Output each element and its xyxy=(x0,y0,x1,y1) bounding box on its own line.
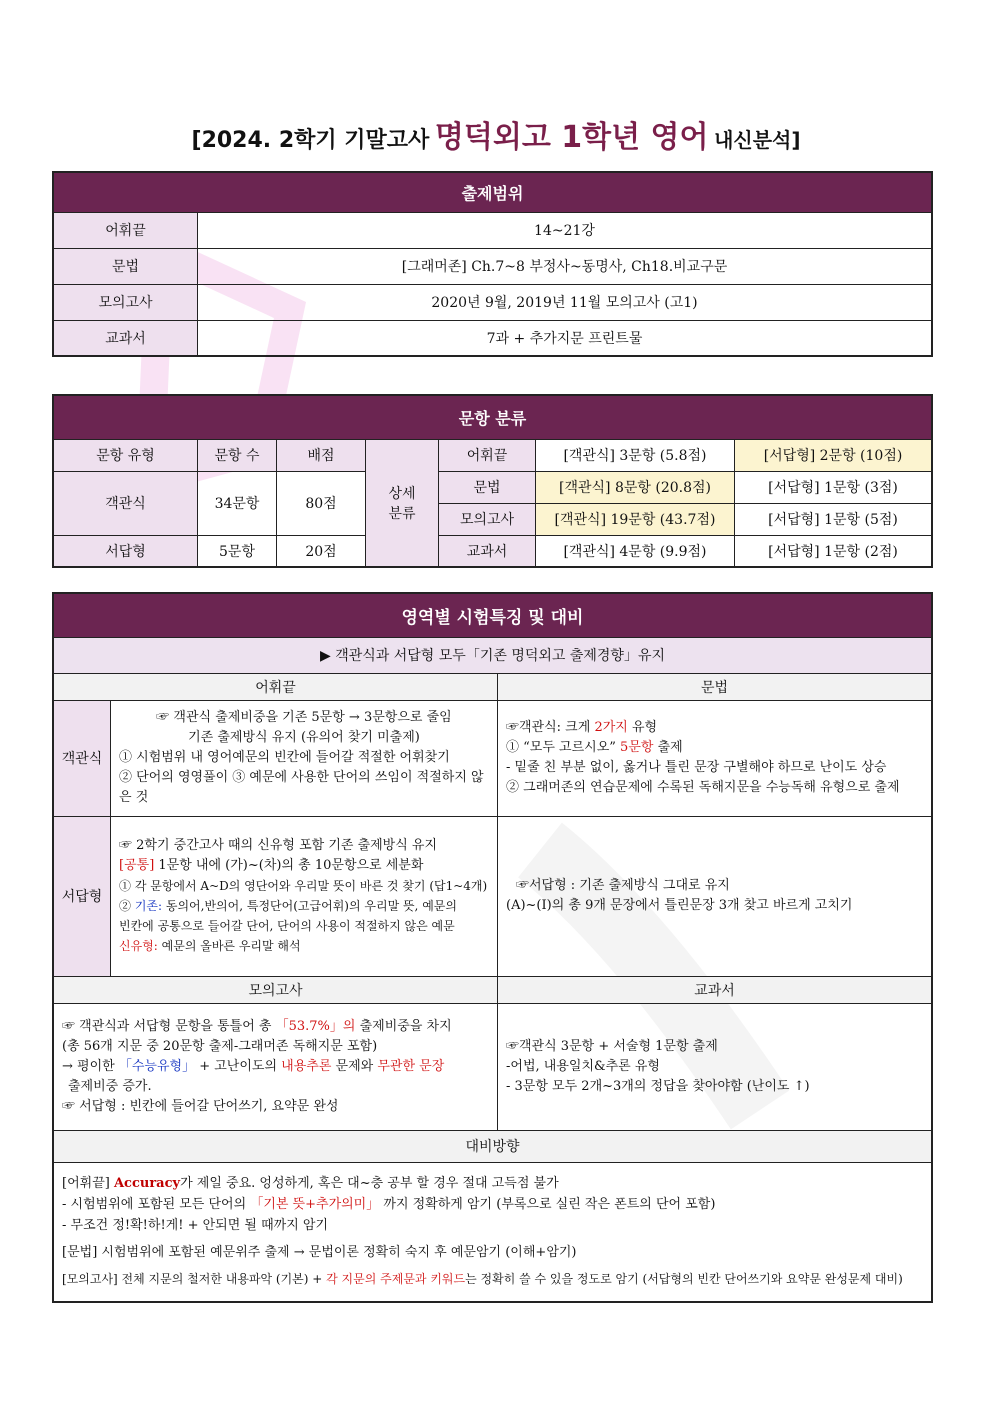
text-line: ☞서답형 : 기존 출제방식 그대로 유지 xyxy=(516,878,730,893)
vocab-header: 어휘끝 xyxy=(53,673,498,700)
type-score: 80점 xyxy=(277,471,366,535)
title-part-1: [2024. 2학기 기말고사 xyxy=(191,128,430,153)
text-line: ☞ 서답형 : 빈칸에 들어갈 단어쓰기, 요약문 완성 xyxy=(62,1098,339,1114)
type-score: 20점 xyxy=(277,535,366,567)
text-line: [문법] 시험범위에 포함된 예문위주 출제 → 문법이론 정확히 숙지 후 예문암기 (이해+암기) xyxy=(62,1245,577,1261)
text-span: 5문항 xyxy=(620,740,654,755)
text-line: ☞객관식 3문항 + 서술형 1문항 출제 xyxy=(506,1038,718,1054)
scope-label: 문법 xyxy=(53,248,198,284)
prep-header: 대비방향 xyxy=(53,1130,932,1162)
text-line: - 밑줄 친 부분 없이, 옳거나 틀린 문장 구별해야 하므로 난이도 상승 xyxy=(506,760,887,775)
text-span: ☞객관식: 크게 xyxy=(506,720,595,735)
text-line: - 무조건 정!확!하!게! + 안되면 될 때까지 암기 xyxy=(62,1218,329,1234)
text-span: 유형 xyxy=(627,720,658,735)
type-count: 5문항 xyxy=(198,535,277,567)
text-span: 출제 xyxy=(653,740,683,755)
scope-value: [그래머존] Ch.7~8 부정사~동명사, Ch18.비교구문 xyxy=(198,248,933,284)
text-line: (A)~(I)의 총 9개 문장에서 틀린문장 3개 찾고 바르게 고치기 xyxy=(506,898,853,913)
detail-area: 모의고사 xyxy=(439,503,536,535)
grammar-header: 문법 xyxy=(498,673,933,700)
text-span: - 시험범위에 포함된 모든 단어의 xyxy=(62,1197,251,1213)
grammar-sa-cell xyxy=(498,816,933,976)
text-line xyxy=(119,896,489,916)
detail-label xyxy=(366,439,439,567)
type-count: 34문항 xyxy=(198,471,277,535)
detail-label-1: 상세 xyxy=(388,485,416,502)
text-line: 빈칸에 공통으로 들어갈 단어, 단어의 사용이 적절하지 않은 예문 xyxy=(119,919,455,933)
text-line xyxy=(62,1269,923,1290)
text-span: 1문항 내에 (가)~(차)의 총 10문항으로 세분화 xyxy=(154,858,424,873)
detail-sa: [서답형] 2문항 (10점) xyxy=(735,439,933,471)
text-line: - 3문항 모두 2개~3개의 정답을 찾아야함 (난이도 ↑) xyxy=(506,1078,810,1094)
text-line: (총 56개 지문 중 20문항 출제-그래머존 독해지문 포함) xyxy=(62,1038,378,1054)
text-span: 는 정확히 쓸 수 있을 정도로 암기 (서답형의 빈칸 단어쓰기와 요약문 완성문제 대비) xyxy=(465,1272,903,1287)
col-count-header: 문항 수 xyxy=(198,439,277,471)
grammar-mc-cell xyxy=(498,700,933,816)
type-label: 객관식 xyxy=(53,471,198,535)
detail-mc: [객관식] 19문항 (43.7점) xyxy=(536,503,735,535)
detail-sa: [서답형] 1문항 (2점) xyxy=(735,535,933,567)
text-span: 가 제일 중요. 엉성하게, 혹은 대~충 공부 할 경우 절대 고득점 불가 xyxy=(180,1176,559,1192)
text-span: 동의어,반의어, 특정단어(고급어휘)의 우리말 뜻, 예문의 xyxy=(162,899,457,913)
prep-cell xyxy=(53,1162,932,1302)
text-span: 예문의 올바른 우리말 해석 xyxy=(157,939,301,953)
page-title xyxy=(0,112,992,156)
text-span: 까지 정확하게 암기 (부록으로 실린 작은 폰트의 단어 포함) xyxy=(379,1197,716,1213)
text-span: ① “모두 고르시오” xyxy=(506,740,621,755)
text-line: -어법, 내용일치&추론 유형 xyxy=(506,1058,660,1074)
scope-value: 7과 + 추가지문 프린트물 xyxy=(198,320,933,356)
col-type-header: 문항 유형 xyxy=(53,439,198,471)
col-score-header: 배점 xyxy=(277,439,366,471)
text-span: 「수능유형」 xyxy=(118,1058,196,1074)
scope-label: 모의고사 xyxy=(53,284,198,320)
detail-mc: [객관식] 8문항 (20.8점) xyxy=(536,471,735,503)
type-label: 서답형 xyxy=(53,535,198,567)
text-span: [공통] xyxy=(119,858,155,873)
text-line: ① 시험범위 내 영어예문의 빈칸에 들어갈 적절한 어휘찾기 xyxy=(119,750,450,765)
text-span: 출제비중을 차지 xyxy=(355,1018,452,1034)
text-line xyxy=(62,1057,489,1077)
text-span: 내용추론 xyxy=(281,1058,332,1074)
text-span: [어휘끝] xyxy=(62,1176,114,1192)
text-span: 신유형: xyxy=(119,939,158,953)
text-line: ② 단어의 영영풀이 ③ 예문에 사용한 단어의 쓰임이 적절하지 않은 것 xyxy=(119,770,484,805)
text-span: Accuracy xyxy=(113,1176,181,1192)
text-line: 출제비중 증가. xyxy=(68,1078,152,1094)
features-banner: ▶ 객관식과 서답형 모두「기존 명덕외고 출제경향」유지 xyxy=(53,637,932,673)
text-span: 기존: xyxy=(134,899,163,913)
detail-label-2: 분류 xyxy=(388,505,416,522)
text-span: ② xyxy=(119,899,135,913)
text-span: 무관한 문장 xyxy=(377,1058,445,1074)
scope-label: 교과서 xyxy=(53,320,198,356)
scope-label: 어휘끝 xyxy=(53,212,198,248)
text-span: → 평이한 xyxy=(62,1058,119,1074)
text-span: 문제와 xyxy=(331,1058,378,1074)
classification-table xyxy=(52,394,933,568)
vocab-mc-cell xyxy=(111,700,498,816)
mc-row-label: 객관식 xyxy=(53,700,111,816)
text-line xyxy=(62,1173,923,1194)
text-span: 「기본 뜻+추가의미」 xyxy=(250,1197,380,1213)
text-line: ☞ 2학기 중간고사 때의 신유형 포함 기존 출제방식 유지 xyxy=(119,838,438,853)
detail-area: 문법 xyxy=(439,471,536,503)
detail-mc: [객관식] 3문항 (5.8점) xyxy=(536,439,735,471)
features-table xyxy=(52,592,933,1303)
text-span: 각 지문의 주제문과 키워드 xyxy=(326,1272,466,1287)
text-line: ☞ 객관식 출제비중을 기존 5문항 → 3문항으로 줄임 xyxy=(156,710,452,725)
mock-header: 모의고사 xyxy=(53,976,498,1003)
text-line: ② 그래머존의 연습문제에 수록된 독해지문을 수능독해 유형으로 출제 xyxy=(506,780,900,795)
detail-mc: [객관식] 4문항 (9.9점) xyxy=(536,535,735,567)
mock-cell xyxy=(53,1003,498,1130)
scope-value: 2020년 9월, 2019년 11월 모의고사 (고1) xyxy=(198,284,933,320)
detail-area: 어휘끝 xyxy=(439,439,536,471)
text-line xyxy=(119,856,489,876)
textbook-cell xyxy=(498,1003,933,1130)
text-line xyxy=(506,738,923,758)
features-header: 영역별 시험특징 및 대비 xyxy=(53,593,932,637)
text-line xyxy=(506,718,923,738)
detail-sa: [서답형] 1문항 (3점) xyxy=(735,471,933,503)
scope-value: 14~21강 xyxy=(198,212,933,248)
title-part-3: 내신분석] xyxy=(714,128,801,152)
text-line xyxy=(119,936,489,956)
text-span: 2가지 xyxy=(594,720,628,735)
text-line: ① 각 문항에서 A~D의 영단어와 우리말 뜻이 바른 것 찾기 (답1~4개) xyxy=(119,879,488,893)
text-span: ☞ 객관식과 서답형 문항을 통틀어 총 xyxy=(62,1018,276,1034)
sa-row-label: 서답형 xyxy=(53,816,111,976)
detail-area: 교과서 xyxy=(439,535,536,567)
scope-header: 출제범위 xyxy=(53,172,932,212)
textbook-header: 교과서 xyxy=(498,976,933,1003)
classification-header: 문항 분류 xyxy=(53,395,932,439)
detail-sa: [서답형] 1문항 (5점) xyxy=(735,503,933,535)
vocab-sa-cell xyxy=(111,816,498,976)
text-line: 기존 출제방식 유지 (유의어 찾기 미출제) xyxy=(188,730,420,745)
title-part-2: 명덕외고 1학년 영어 xyxy=(434,120,709,155)
text-span: [모의고사] 전체 지문의 철저한 내용파악 (기본) + xyxy=(62,1272,327,1287)
text-line xyxy=(62,1017,489,1037)
text-span: + 고난이도의 xyxy=(195,1058,282,1074)
scope-table xyxy=(52,171,933,357)
text-span: 「53.7%」의 xyxy=(275,1018,356,1034)
text-line xyxy=(62,1194,923,1215)
